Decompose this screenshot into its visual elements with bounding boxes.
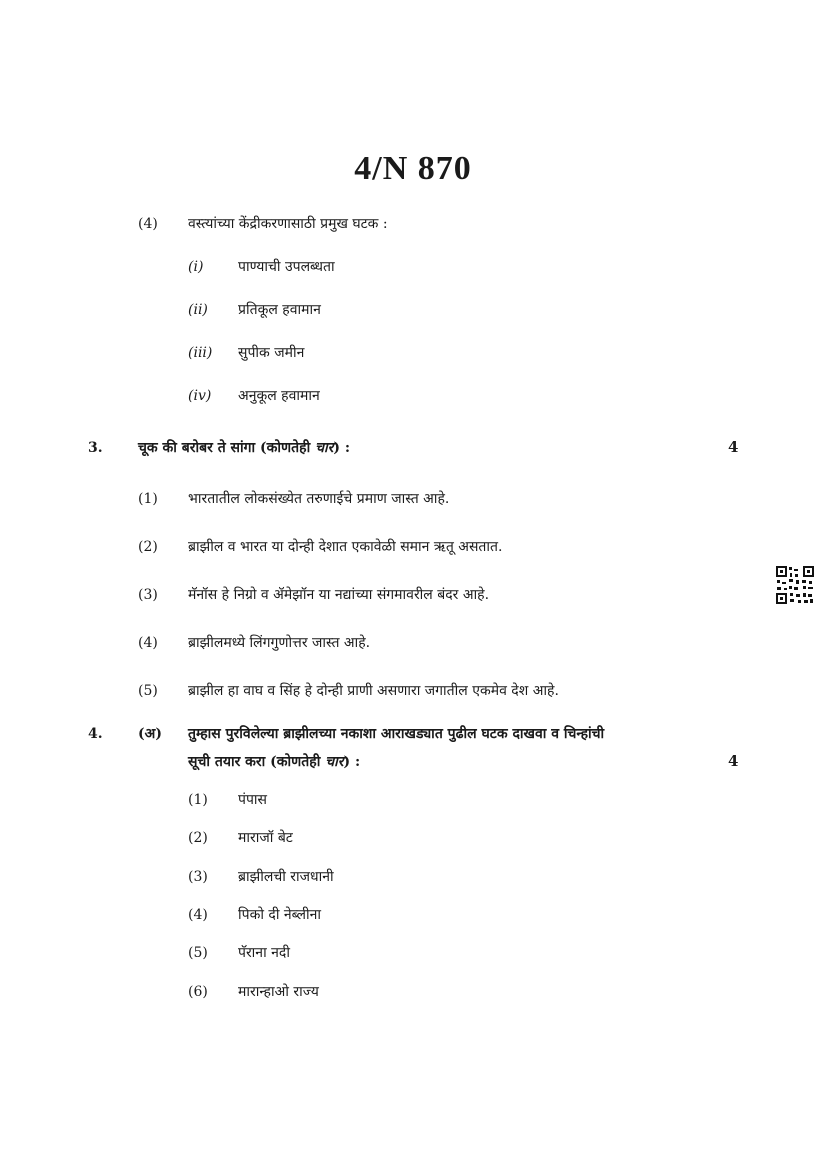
option-text: अनुकूल हवामान [238,388,320,404]
q4-sub-label: (अ) [138,726,162,742]
map-item-text: पंपास [238,792,267,808]
statement-label: (4) [138,635,158,651]
statement-text: भारतातील लोकसंख्येत तरुणाईचे प्रमाण जास्त आहे. [188,491,450,507]
map-item-label: (6) [188,984,208,1000]
q3-number: 3. [88,440,103,456]
statement-label: (3) [138,587,158,603]
map-item-label: (2) [188,830,208,846]
statement-text: ब्राझील हा वाघ व सिंह हे दोन्ही प्राणी असणारा जगातील एकमेव देश आहे. [188,683,559,699]
map-item-label: (3) [188,869,208,885]
q4-line1: तुम्हास पुरविलेल्या ब्राझीलच्या नकाशा आराखड्यात पुढील घटक दाखवा व चिन्हांची [188,726,605,742]
option-text: पाण्याची उपलब्धता [238,259,335,275]
statement-text: ब्राझीलमध्ये लिंगगुणोत्तर जास्त आहे. [188,635,371,651]
q4-line2: सूची तयार करा (कोणतेही चार) : [188,754,361,770]
option-label: (ii) [188,302,208,318]
page-code: 4/N 870 [354,150,472,187]
statement-text: ब्राझील व भारत या दोन्ही देशात एकावेळी समान ऋतू असतात. [188,539,503,555]
map-item-text: मारान्हाओ राज्य [238,984,319,1000]
option-label: (iii) [188,345,213,361]
map-item-text: पॅराना नदी [238,945,290,961]
qr-code-icon [775,565,815,605]
statement-text: मॅनॉस हे निग्रो व ॲमेझॉन या नद्यांच्या संगमावरील बंदर आहे. [188,587,490,603]
option-label: (i) [188,259,204,275]
map-item-text: माराजॉ बेट [238,830,293,846]
q4-emphasis: चार [325,754,344,770]
option-text: प्रतिकूल हवामान [238,302,321,318]
q4-prev-text: वस्त्यांच्या केंद्रीकरणासाठी प्रमुख घटक : [188,216,388,232]
option-label: (iv) [188,388,212,404]
statement-label: (5) [138,683,158,699]
q3-title: चूक की बरोबर ते सांगा (कोणतेही चार) : [138,440,350,456]
q3-marks: 4 [728,438,739,456]
map-item-label: (5) [188,945,208,961]
map-item-text: ब्राझीलची राजधानी [238,869,334,885]
q3-emphasis: चार [315,440,334,456]
q4-prev-number: (4) [138,216,158,232]
statement-label: (2) [138,539,158,555]
option-text: सुपीक जमीन [238,345,305,361]
map-item-label: (1) [188,792,208,808]
q4-marks: 4 [728,752,739,770]
q4-number: 4. [88,726,103,742]
map-item-label: (4) [188,907,208,923]
map-item-text: पिको दी नेब्लीना [238,907,322,923]
statement-label: (1) [138,491,158,507]
